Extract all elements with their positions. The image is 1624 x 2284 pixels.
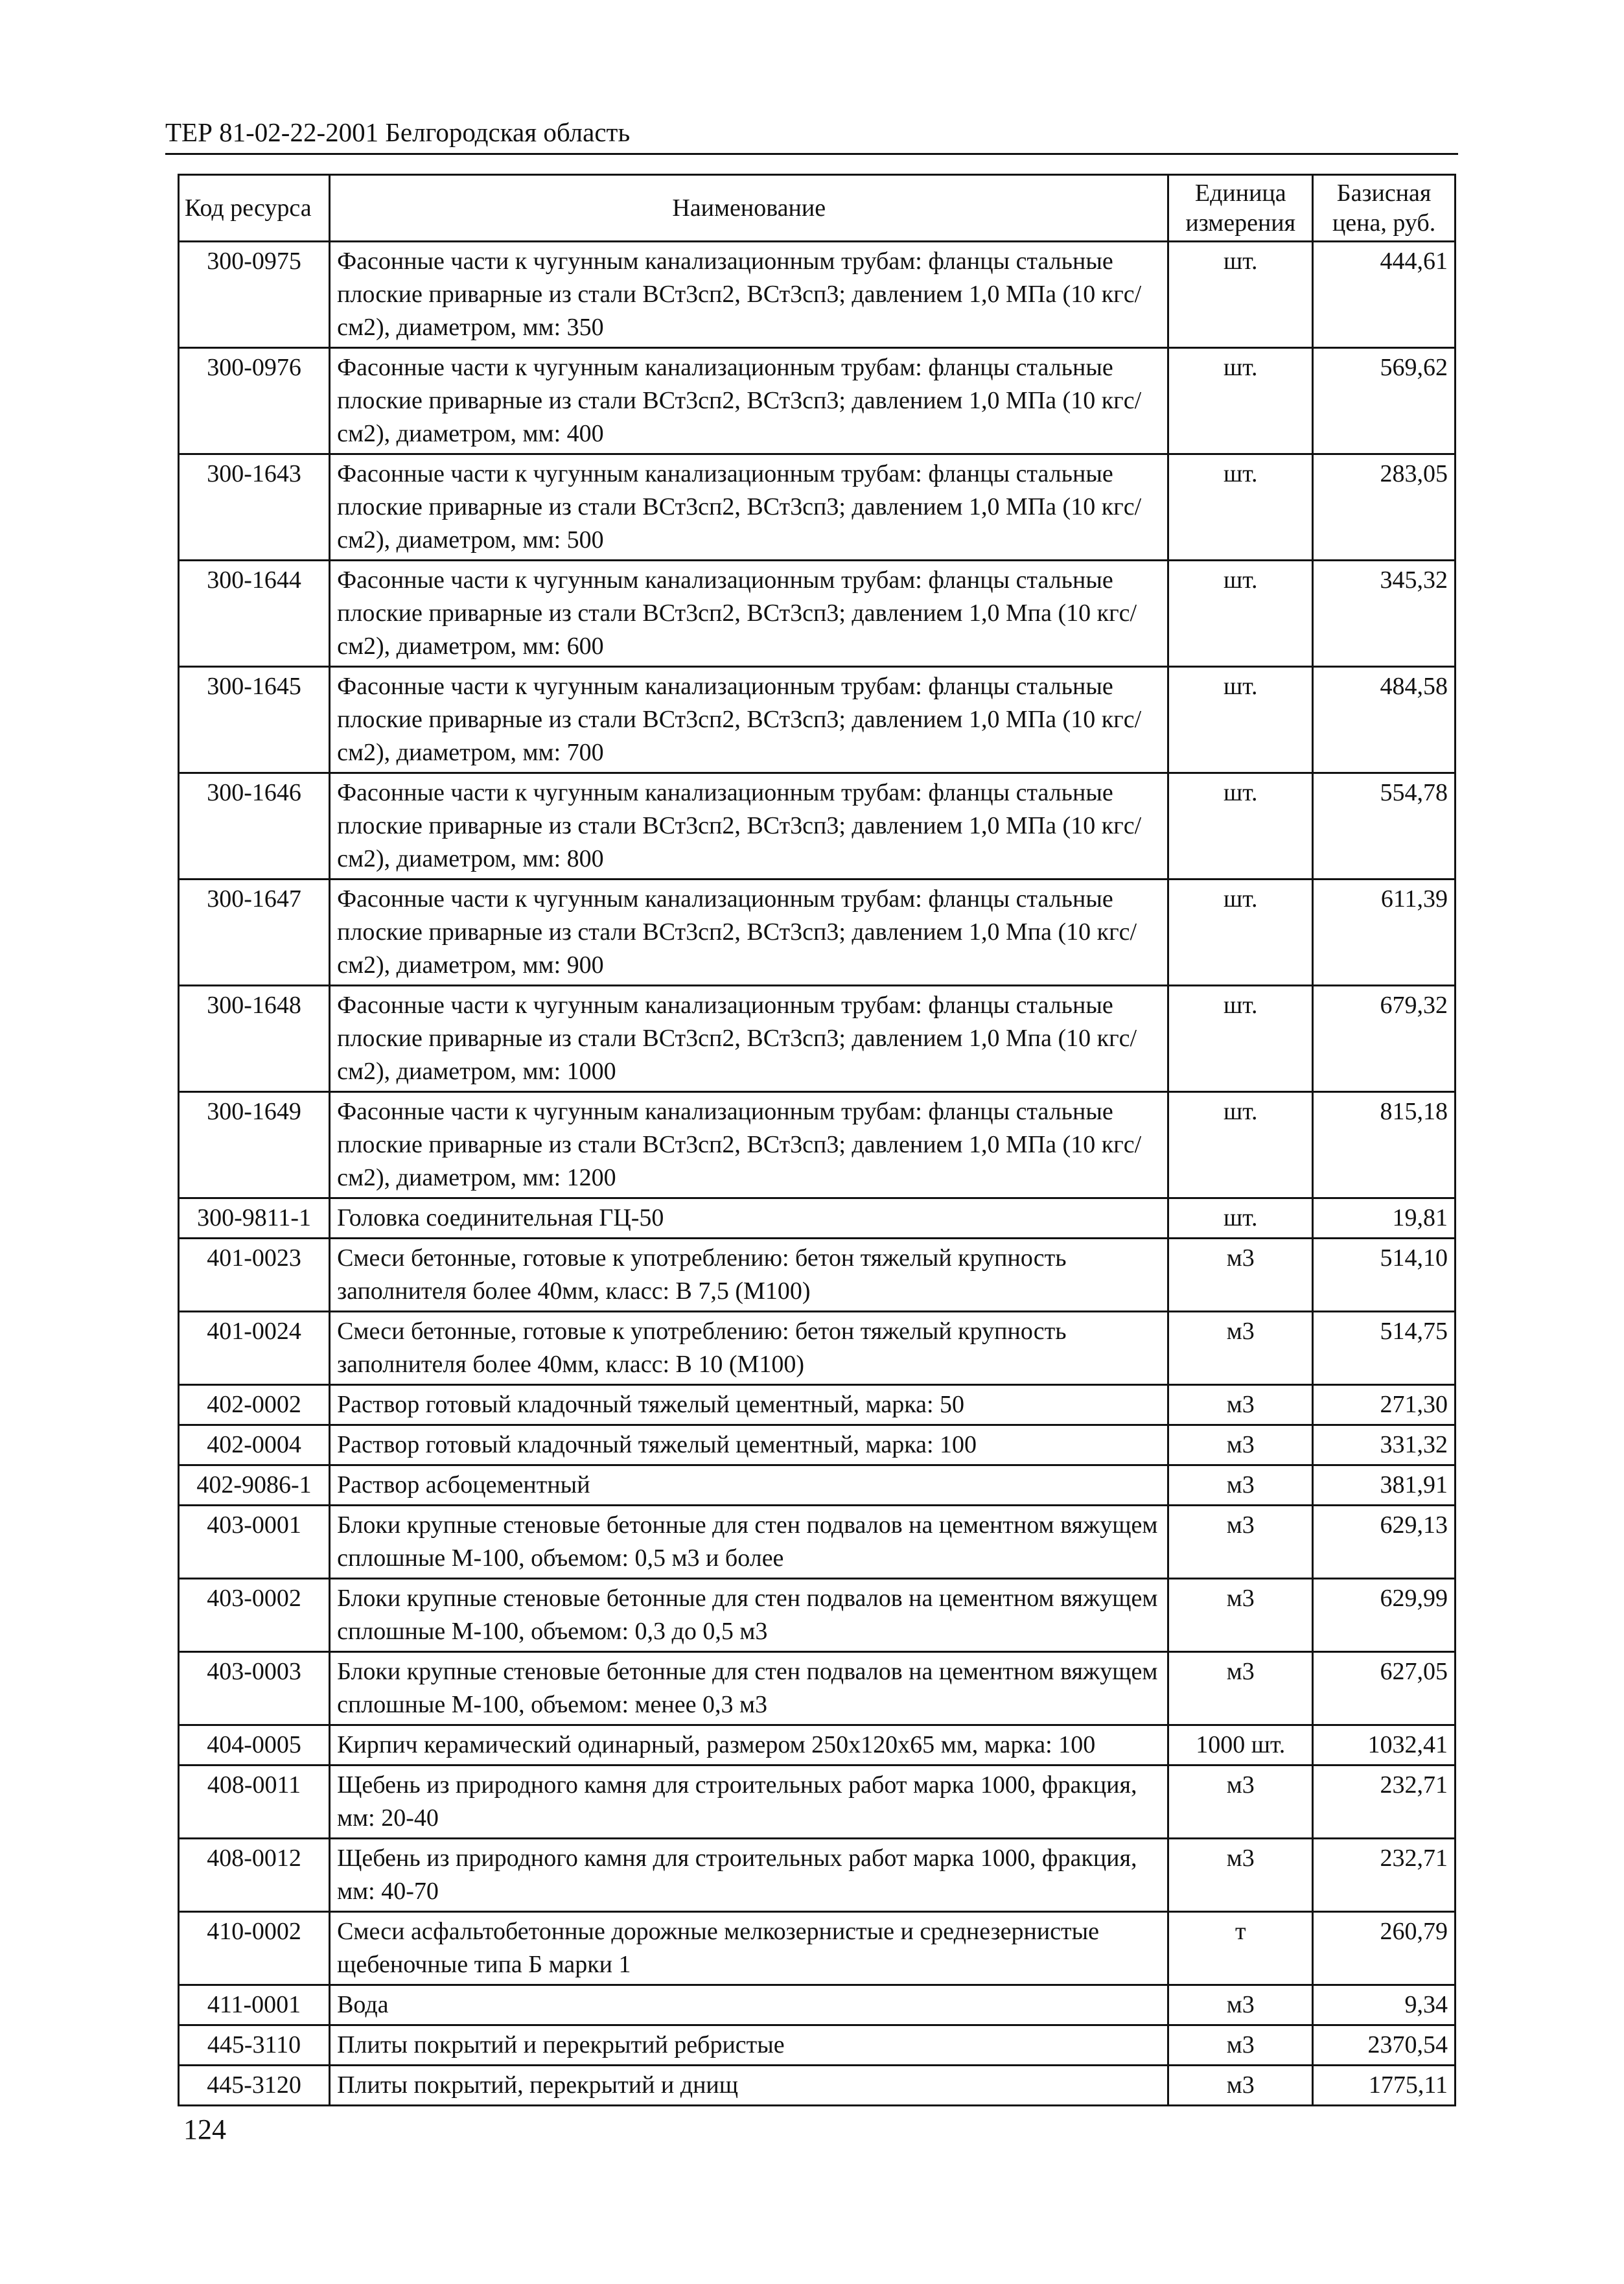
unit-cell: шт.: [1168, 242, 1313, 348]
code-cell: 403-0001: [179, 1506, 330, 1579]
column-header-unit-line2: измерения: [1185, 209, 1296, 237]
column-header-price: [1313, 175, 1456, 242]
name-cell: Блоки крупные стеновые бетонные для стен подвалов на цементном вяжущем сплошные М-100, объемом: менее 0,3 м3: [330, 1652, 1168, 1725]
price-cell: 611,39: [1313, 880, 1456, 986]
table-row: [179, 1506, 1456, 1579]
unit-cell: м3: [1168, 1765, 1313, 1839]
unit-cell: шт.: [1168, 1198, 1313, 1239]
unit-cell: 1000 шт.: [1168, 1725, 1313, 1765]
table-row: [179, 2066, 1456, 2106]
code-cell: 402-0004: [179, 1425, 330, 1465]
unit-cell: шт.: [1168, 667, 1313, 773]
table-row: [179, 773, 1456, 880]
page-header: [165, 115, 1458, 155]
price-cell: 283,05: [1313, 454, 1456, 561]
column-header-code: Код ресурса: [179, 175, 330, 242]
unit-cell: м3: [1168, 1652, 1313, 1725]
table-row: [179, 2025, 1456, 2066]
code-cell: 408-0012: [179, 1839, 330, 1912]
code-cell: 300-1643: [179, 454, 330, 561]
name-cell: Фасонные части к чугунным канализационным трубам: фланцы стальные плоские приварные из стали ВСт3сп2, ВСт3сп3; давлением 1,0 МПа (10 кгс/см2), диаметром, мм: 350: [330, 242, 1168, 348]
table-row: [179, 1985, 1456, 2025]
unit-cell: шт.: [1168, 1092, 1313, 1198]
price-cell: 1032,41: [1313, 1725, 1456, 1765]
unit-cell: шт.: [1168, 880, 1313, 986]
table-row: [179, 986, 1456, 1092]
price-cell: 629,99: [1313, 1579, 1456, 1652]
name-cell: Кирпич керамический одинарный, размером 250х120х65 мм, марка: 100: [330, 1725, 1168, 1765]
table-row: [179, 1652, 1456, 1725]
table-row: [179, 1425, 1456, 1465]
code-cell: 300-0976: [179, 348, 330, 454]
code-cell: 404-0005: [179, 1725, 330, 1765]
unit-cell: м3: [1168, 1239, 1313, 1312]
code-cell: 300-9811-1: [179, 1198, 330, 1239]
name-cell: Щебень из природного камня для строительных работ марка 1000, фракция, мм: 20-40: [330, 1765, 1168, 1839]
price-cell: 514,75: [1313, 1312, 1456, 1385]
table-row: [179, 561, 1456, 667]
unit-cell: т: [1168, 1912, 1313, 1985]
table-row: [179, 242, 1456, 348]
page-number: 124: [183, 2114, 226, 2145]
code-cell: 410-0002: [179, 1912, 330, 1985]
price-cell: 232,71: [1313, 1765, 1456, 1839]
table-header: [179, 175, 1456, 242]
name-cell: Вода: [330, 1985, 1168, 2025]
unit-cell: м3: [1168, 1579, 1313, 1652]
price-cell: 815,18: [1313, 1092, 1456, 1198]
unit-cell: м3: [1168, 1465, 1313, 1506]
name-cell: Смеси бетонные, готовые к употреблению: бетон тяжелый крупность заполнителя более 40мм, класс: В 10 (М100): [330, 1312, 1168, 1385]
code-cell: 300-1649: [179, 1092, 330, 1198]
table-row: [179, 880, 1456, 986]
resource-price-table: [178, 174, 1456, 2106]
name-cell: Раствор асбоцементный: [330, 1465, 1168, 1506]
name-cell: Фасонные части к чугунным канализационным трубам: фланцы стальные плоские приварные из стали ВСт3сп2, ВСт3сп3; давлением 1,0 МПа (10 кгс/см2), диаметром, мм: 500: [330, 454, 1168, 561]
name-cell: Плиты покрытий, перекрытий и днищ: [330, 2066, 1168, 2106]
code-cell: 403-0003: [179, 1652, 330, 1725]
code-cell: 300-1648: [179, 986, 330, 1092]
table-row: [179, 1239, 1456, 1312]
unit-cell: м3: [1168, 1839, 1313, 1912]
code-cell: 445-3120: [179, 2066, 330, 2106]
name-cell: Щебень из природного камня для строительных работ марка 1000, фракция, мм: 40-70: [330, 1839, 1168, 1912]
price-cell: 260,79: [1313, 1912, 1456, 1985]
table-row: [179, 1385, 1456, 1425]
price-cell: 19,81: [1313, 1198, 1456, 1239]
table-row: [179, 1465, 1456, 1506]
column-header-unit-line1: Единица: [1194, 180, 1286, 207]
unit-cell: шт.: [1168, 348, 1313, 454]
price-cell: 1775,11: [1313, 2066, 1456, 2106]
table-row: [179, 667, 1456, 773]
price-cell: 381,91: [1313, 1465, 1456, 1506]
table-row: [179, 1579, 1456, 1652]
unit-cell: шт.: [1168, 773, 1313, 880]
table-row: [179, 1092, 1456, 1198]
table-row: [179, 1312, 1456, 1385]
name-cell: Фасонные части к чугунным канализационным трубам: фланцы стальные плоские приварные из стали ВСт3сп2, ВСт3сп3; давлением 1,0 МПа (10 кгс/см2), диаметром, мм: 700: [330, 667, 1168, 773]
unit-cell: м3: [1168, 2025, 1313, 2066]
code-cell: 408-0011: [179, 1765, 330, 1839]
price-cell: 679,32: [1313, 986, 1456, 1092]
code-cell: 401-0024: [179, 1312, 330, 1385]
column-header-name: Наименование: [330, 175, 1168, 242]
name-cell: Фасонные части к чугунным канализационным трубам: фланцы стальные плоские приварные из стали ВСт3сп2, ВСт3сп3; давлением 1,0 Мпа (10 кгс/см2), диаметром, мм: 900: [330, 880, 1168, 986]
table-row: [179, 1765, 1456, 1839]
price-cell: 484,58: [1313, 667, 1456, 773]
price-cell: 554,78: [1313, 773, 1456, 880]
name-cell: Головка соединительная ГЦ-50: [330, 1198, 1168, 1239]
column-header-price-line2: цена, руб.: [1332, 209, 1436, 237]
name-cell: Смеси асфальтобетонные дорожные мелкозернистые и среднезернистые щебеночные типа Б марки 1: [330, 1912, 1168, 1985]
column-header-price-line1: Базисная: [1336, 180, 1432, 207]
price-cell: 232,71: [1313, 1839, 1456, 1912]
name-cell: Раствор готовый кладочный тяжелый цементный, марка: 100: [330, 1425, 1168, 1465]
name-cell: Фасонные части к чугунным канализационным трубам: фланцы стальные плоские приварные из стали ВСт3сп2, ВСт3сп3; давлением 1,0 Мпа (10 кгс/см2), диаметром, мм: 600: [330, 561, 1168, 667]
name-cell: Плиты покрытий и перекрытий ребристые: [330, 2025, 1168, 2066]
price-cell: 9,34: [1313, 1985, 1456, 2025]
price-cell: 629,13: [1313, 1506, 1456, 1579]
unit-cell: шт.: [1168, 986, 1313, 1092]
price-cell: 444,61: [1313, 242, 1456, 348]
column-header-unit: [1168, 175, 1313, 242]
table-row: [179, 1839, 1456, 1912]
code-cell: 402-0002: [179, 1385, 330, 1425]
price-cell: 569,62: [1313, 348, 1456, 454]
table-row: [179, 348, 1456, 454]
name-cell: Блоки крупные стеновые бетонные для стен подвалов на цементном вяжущем сплошные М-100, объемом: 0,3 до 0,5 м3: [330, 1579, 1168, 1652]
code-cell: 401-0023: [179, 1239, 330, 1312]
name-cell: Блоки крупные стеновые бетонные для стен подвалов на цементном вяжущем сплошные М-100, объемом: 0,5 м3 и более: [330, 1506, 1168, 1579]
table-row: [179, 1725, 1456, 1765]
price-cell: 345,32: [1313, 561, 1456, 667]
name-cell: Фасонные части к чугунным канализационным трубам: фланцы стальные плоские приварные из стали ВСт3сп2, ВСт3сп3; давлением 1,0 МПа (10 кгс/см2), диаметром, мм: 800: [330, 773, 1168, 880]
table-body: [179, 242, 1456, 2106]
code-cell: 300-1647: [179, 880, 330, 986]
code-cell: 300-0975: [179, 242, 330, 348]
code-cell: 300-1644: [179, 561, 330, 667]
code-cell: 445-3110: [179, 2025, 330, 2066]
name-cell: Фасонные части к чугунным канализационным трубам: фланцы стальные плоские приварные из стали ВСт3сп2, ВСт3сп3; давлением 1,0 Мпа (10 кгс/см2), диаметром, мм: 1000: [330, 986, 1168, 1092]
code-cell: 300-1646: [179, 773, 330, 880]
table-row: [179, 1912, 1456, 1985]
code-cell: 411-0001: [179, 1985, 330, 2025]
unit-cell: шт.: [1168, 561, 1313, 667]
unit-cell: шт.: [1168, 454, 1313, 561]
price-cell: 271,30: [1313, 1385, 1456, 1425]
name-cell: Раствор готовый кладочный тяжелый цементный, марка: 50: [330, 1385, 1168, 1425]
table-row: [179, 454, 1456, 561]
unit-cell: м3: [1168, 1385, 1313, 1425]
unit-cell: м3: [1168, 1506, 1313, 1579]
unit-cell: м3: [1168, 1425, 1313, 1465]
price-cell: 2370,54: [1313, 2025, 1456, 2066]
name-cell: Фасонные части к чугунным канализационным трубам: фланцы стальные плоские приварные из стали ВСт3сп2, ВСт3сп3; давлением 1,0 МПа (10 кгс/см2), диаметром, мм: 400: [330, 348, 1168, 454]
unit-cell: м3: [1168, 1312, 1313, 1385]
price-cell: 627,05: [1313, 1652, 1456, 1725]
code-cell: 402-9086-1: [179, 1465, 330, 1506]
table-row: [179, 1198, 1456, 1239]
code-cell: 300-1645: [179, 667, 330, 773]
code-cell: 403-0002: [179, 1579, 330, 1652]
price-cell: 514,10: [1313, 1239, 1456, 1312]
unit-cell: м3: [1168, 1985, 1313, 2025]
document-title: ТЕР 81-02-22-2001 Белгородская область: [165, 117, 631, 147]
price-cell: 331,32: [1313, 1425, 1456, 1465]
unit-cell: м3: [1168, 2066, 1313, 2106]
header-row: [179, 175, 1456, 242]
name-cell: Фасонные части к чугунным канализационным трубам: фланцы стальные плоские приварные из стали ВСт3сп2, ВСт3сп3; давлением 1,0 МПа (10 кгс/см2), диаметром, мм: 1200: [330, 1092, 1168, 1198]
name-cell: Смеси бетонные, готовые к употреблению: бетон тяжелый крупность заполнителя более 40мм, класс: В 7,5 (М100): [330, 1239, 1168, 1312]
